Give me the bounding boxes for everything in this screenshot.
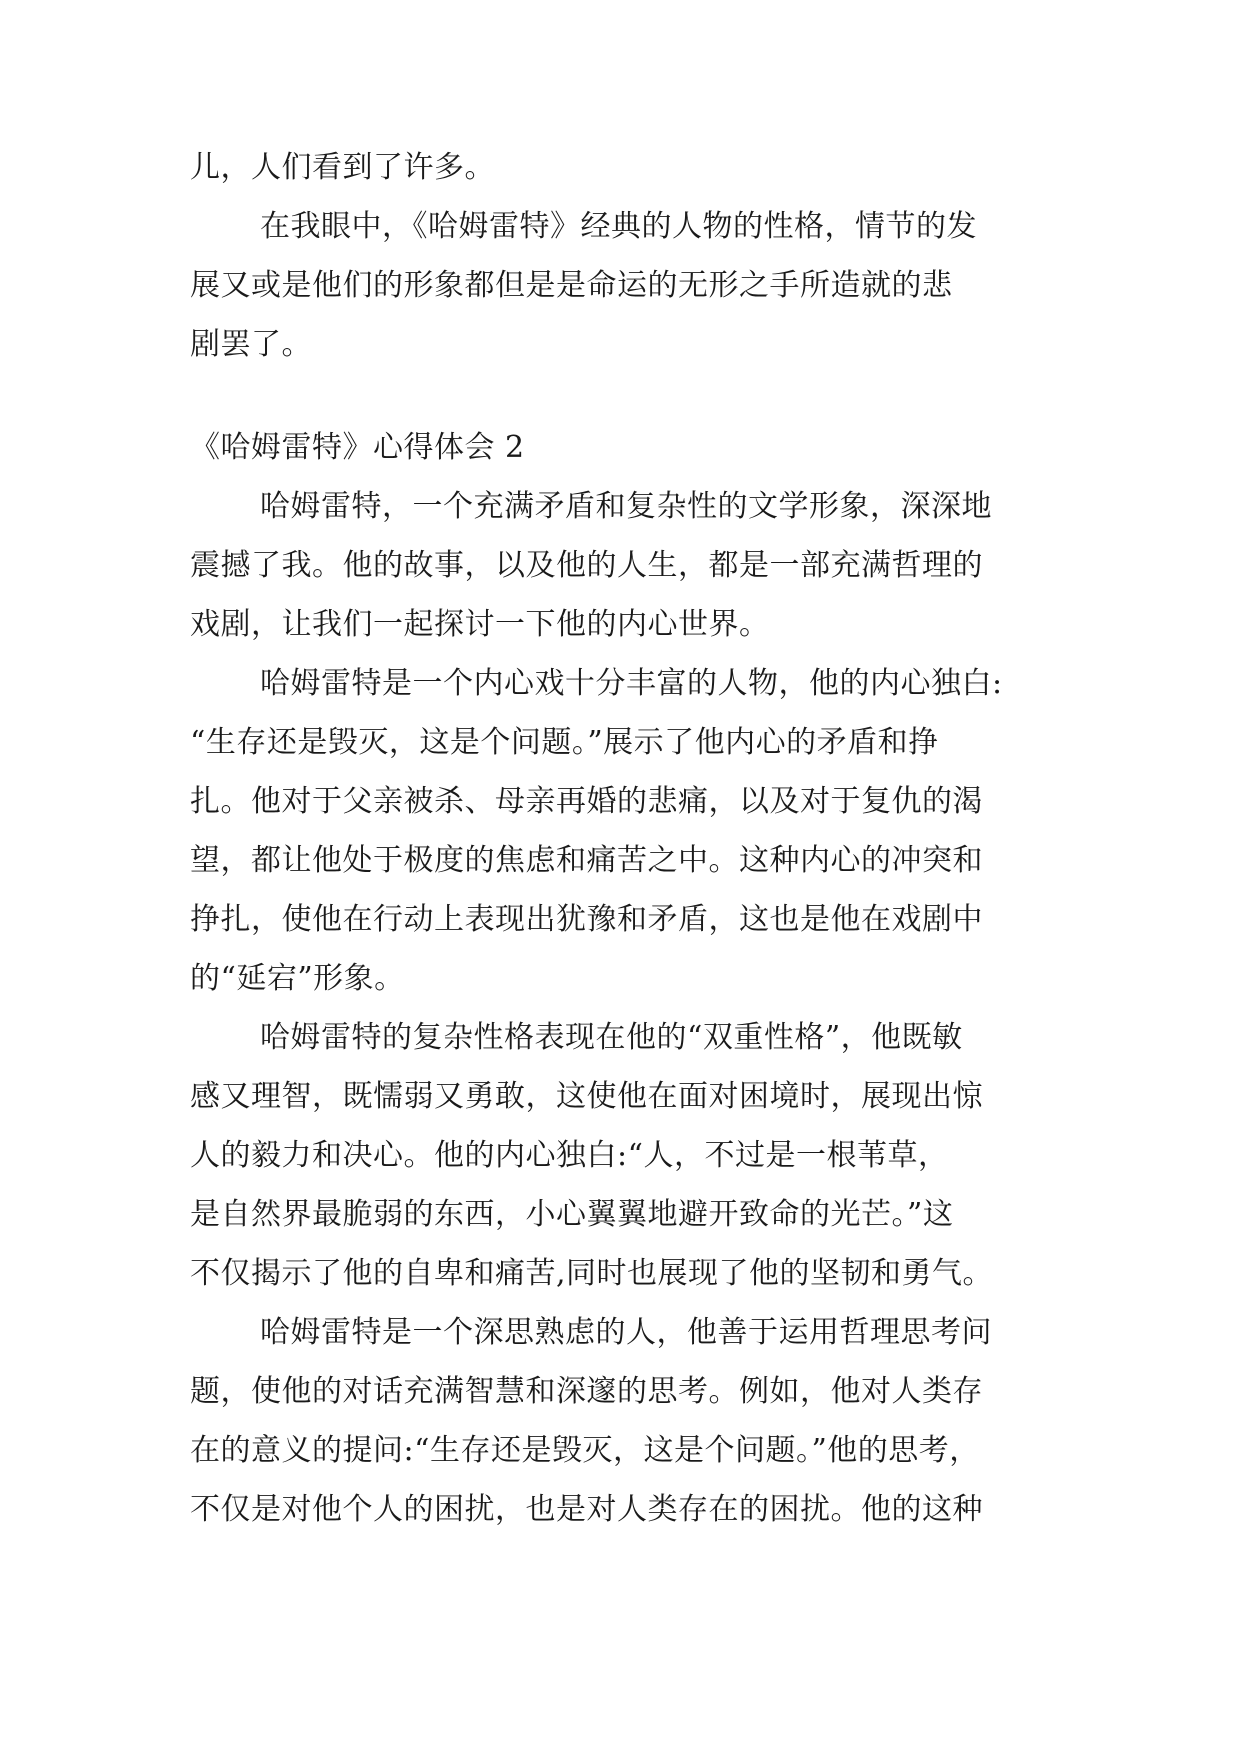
- text-line: 不仅揭示了他的自卑和痛苦,同时也展现了他的坚韧和勇气。: [190, 1256, 994, 1291]
- section-title: [190, 418, 1060, 477]
- paragraph: [190, 1008, 1060, 1303]
- text-line: 哈姆雷特，一个充满矛盾和复杂性的文学形象，深深地: [260, 489, 992, 524]
- text-line: 题，使他的对话充满智慧和深邃的思考。例如，他对人类存: [190, 1374, 983, 1409]
- text-line: 人的毅力和决心。他的内心独白:“人，不过是一根苇草，: [190, 1138, 949, 1173]
- text-line: “生存还是毁灭，这是个问题。”展示了他内心的矛盾和挣: [190, 725, 939, 760]
- text-line: 哈姆雷特的复杂性格表现在他的“双重性格”，他既敏: [260, 1020, 963, 1055]
- text-line: 望，都让他处于极度的焦虑和痛苦之中。这种内心的冲突和: [190, 843, 983, 878]
- text-line: 哈姆雷特是一个深思熟虑的人，他善于运用哲理思考问: [260, 1315, 992, 1350]
- paragraph: [190, 1303, 1060, 1539]
- text-line: 是自然界最脆弱的东西，小心翼翼地避开致命的光芒。”这: [190, 1197, 954, 1232]
- text-line: 戏剧，让我们一起探讨一下他的内心世界。: [190, 607, 770, 642]
- text-line: 在我眼中，《哈姆雷特》经典的人物的性格，情节的发: [260, 209, 977, 244]
- continuation-text: [190, 138, 1060, 197]
- text-line: 感又理智，既懦弱又勇敢，这使他在面对困境时，展现出惊: [190, 1079, 983, 1114]
- text-line: 儿，人们看到了许多。: [190, 150, 495, 185]
- text-line: 剧罢了。: [190, 327, 312, 362]
- text-line: 哈姆雷特是一个内心戏十分丰富的人物，他的内心独白:: [260, 666, 1003, 701]
- paragraph: [190, 654, 1060, 1008]
- paragraph: [190, 197, 1060, 374]
- paragraph: [190, 477, 1060, 654]
- text-line: 扎。他对于父亲被杀、母亲再婚的悲痛，以及对于复仇的渴: [190, 784, 983, 819]
- text-line: 挣扎，使他在行动上表现出犹豫和矛盾，这也是他在戏剧中: [190, 902, 983, 937]
- text-line: 展又或是他们的形象都但是是命运的无形之手所造就的悲: [190, 268, 953, 303]
- text-line: 的“延宕”形象。: [190, 961, 405, 996]
- text-line: 不仅是对他个人的困扰，也是对人类存在的困扰。他的这种: [190, 1492, 983, 1527]
- text-line: 震撼了我。他的故事，以及他的人生，都是一部充满哲理的: [190, 548, 983, 583]
- text-line: 在的意义的提问:“生存还是毁灭，这是个问题。”他的思考，: [190, 1433, 980, 1468]
- section-heading: 《哈姆雷特》心得体会 2: [190, 430, 525, 465]
